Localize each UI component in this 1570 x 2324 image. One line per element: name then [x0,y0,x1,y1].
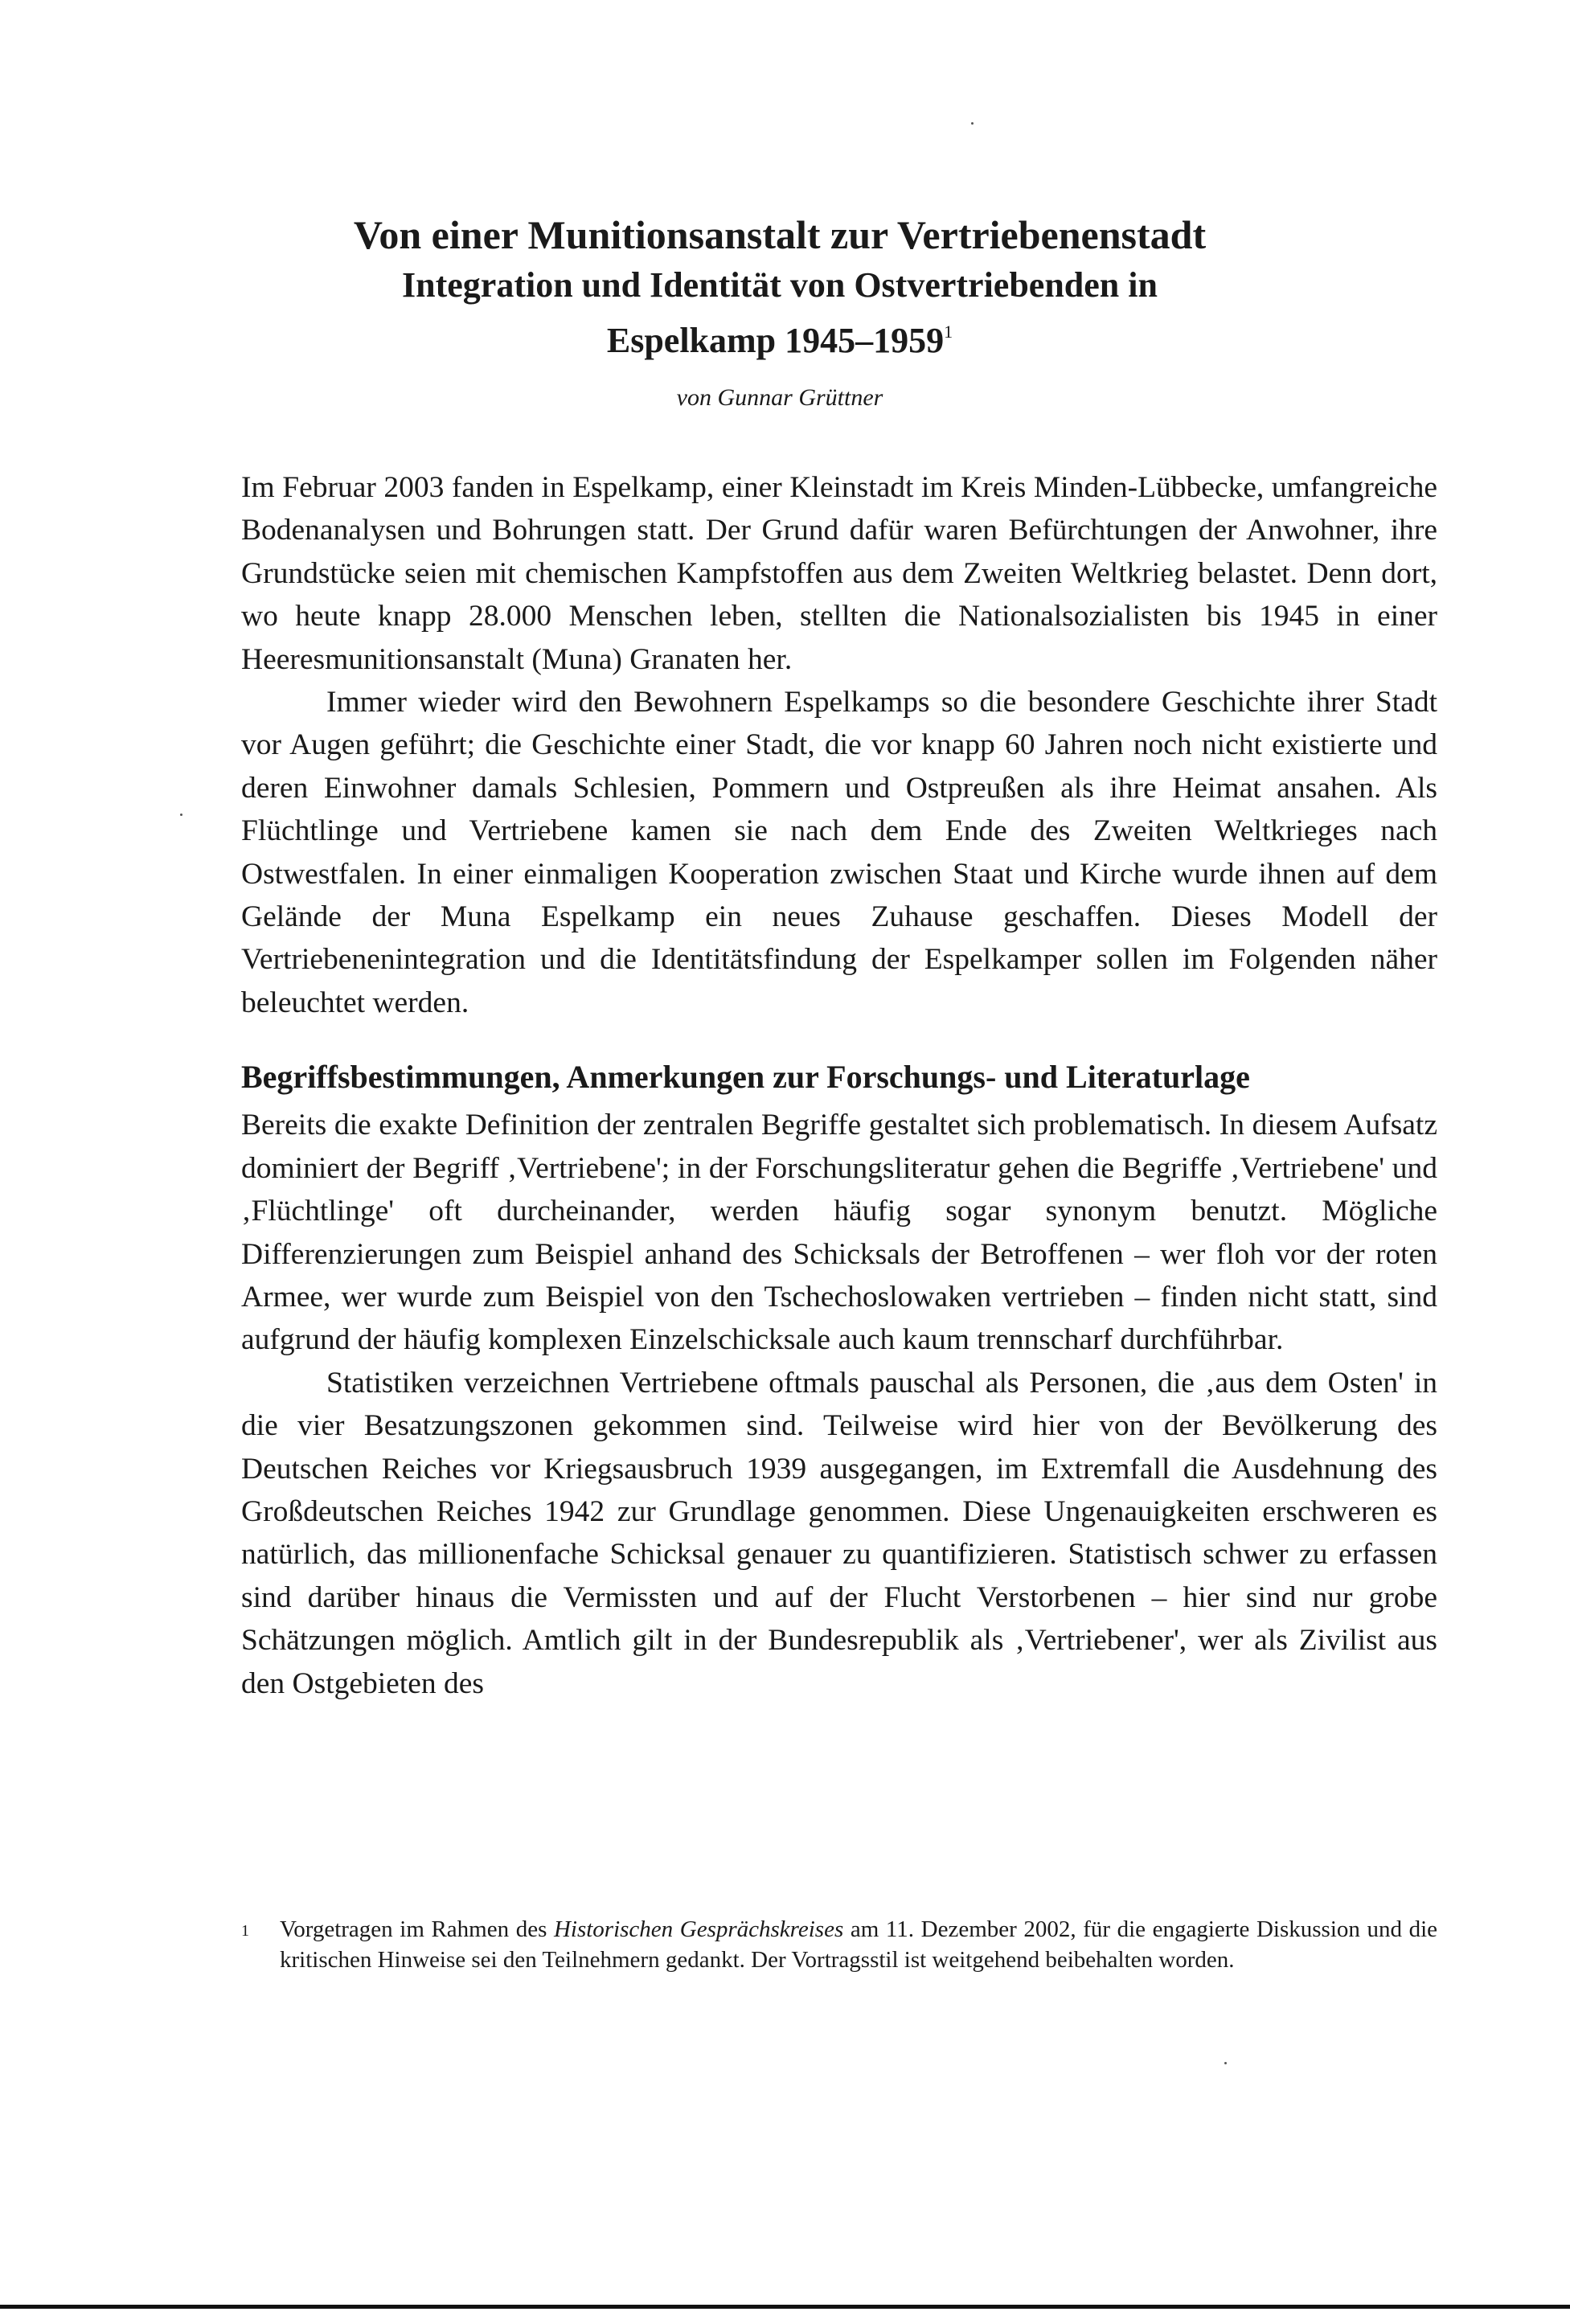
scan-speck [971,122,974,125]
footnote-text-after: am 11. Dezember 2002, für die engagierte Diskussion und die kritischen Hinweise sei den Teilnehmern gedankt. Der Vortragsstil ist weitgehend beibehalten worden. [280,1916,1438,1973]
article-subtitle [241,262,1318,364]
footnote-text-italic: Historischen Gesprächskreises [553,1916,844,1942]
footnote-text-before: Vorgetragen im Rahmen des [280,1916,554,1942]
article-body [241,466,1437,1705]
footnote-text [280,1914,1437,1975]
subtitle-footnote-marker: 1 [944,322,953,342]
body-paragraph-1: Im Februar 2003 fanden in Espelkamp, einer Kleinstadt im Kreis Minden-Lübbecke, umfangreiche Bodenanalysen und Bohrungen statt. Der Grund dafür waren Befürchtungen der Anwohner, ihre Grundstücke seien mit chemischen Kampfstoffen aus dem Zweiten Weltkrieg belastet. Denn dort, wo heute knapp 28.000 Menschen leben, stellten die Nationalsozialisten bis 1945 in einer Heeresmunitionsanstalt (Muna) Granaten her. [241,471,1437,676]
scan-speck [1224,2062,1227,2064]
footnote-1 [241,1914,1437,1975]
subtitle-line-1: Integration und Identität von Ostvertriebenden in [402,265,1158,305]
section-heading: Begriffsbestimmungen, Anmerkungen zur Forschungs- und Literaturlage [241,1059,1250,1096]
subtitle-line-2: Espelkamp 1945–1959 [606,321,945,360]
scan-speck [180,814,182,816]
bottom-rule [0,2305,1570,2309]
body-paragraph-2: Immer wieder wird den Bewohnern Espelkamps so die besondere Geschichte ihrer Stadt vor Augen geführt; die Geschichte einer Stadt, die vor knapp 60 Jahren noch nicht existierte und deren Einwohner damals Schlesien, Pommern und Ostpreußen als ihre Heimat ansahen. Als Flüchtlinge und Vertriebene kamen sie nach dem Ende des Zweiten Weltkrieges nach Ostwestfalen. In einer einmaligen Kooperation zwischen Staat und Kirche wurde ihnen auf dem Gelände der Muna Espelkamp ein neues Zuhause geschaffen. Dieses Modell der Vertriebenenintegration und die Identitätsfindung der Espelkamper sollen im Folgenden näher beleuchtet werden. [241,686,1437,1019]
article-title: Von einer Munitionsanstalt zur Vertriebenenstadt [353,212,1207,257]
body-paragraph-4: Statistiken verzeichnen Vertriebene oftmals pauschal als Personen, die ‚aus dem Osten' in die vier Besatzungszonen gekommen sind. Teilweise wird hier von der Bevölkerung des Deutschen Reiches vor Kriegsausbruch 1939 ausgegangen, im Extremfall die Ausdehnung des Großdeutschen Reiches 1942 zur Grundlage genommen. Diese Ungenauigkeiten erschweren es natürlich, das millionenfache Schicksal genauer zu quantifizieren. Statistisch schwer zu erfassen sind darüber hinaus die Vermissten und auf der Flucht Verstorbenen – hier sind nur grobe Schätzungen möglich. Amtlich gilt in der Bundesrepublik als ‚Vertriebener', wer als Zivilist aus den Ostgebieten des [241,1366,1437,1700]
footnote-marker: 1 [241,1922,249,1940]
body-paragraph-3: Bereits die exakte Definition der zentralen Begriffe gestaltet sich problematisch. In diesem Aufsatz dominiert der Begriff ‚Vertriebene'; in der Forschungsliteratur gehen die Begriffe ‚Vertriebene' und ‚Flüchtlinge' oft durcheinander, werden häufig sogar synonym benutzt. Mögliche Differenzierungen zum Beispiel anhand des Schicksals der Betroffenen – wer floh vor der roten Armee, wer wurde zum Beispiel von den Tschechoslowaken vertrieben – finden nicht statt, sind aufgrund der häufig komplexen Einzelschicksale auch kaum trennscharf durchführbar. [241,1109,1437,1357]
footnotes [241,1914,1437,1975]
author-byline: von Gunnar Grüttner [676,384,883,411]
title-block [241,211,1318,414]
